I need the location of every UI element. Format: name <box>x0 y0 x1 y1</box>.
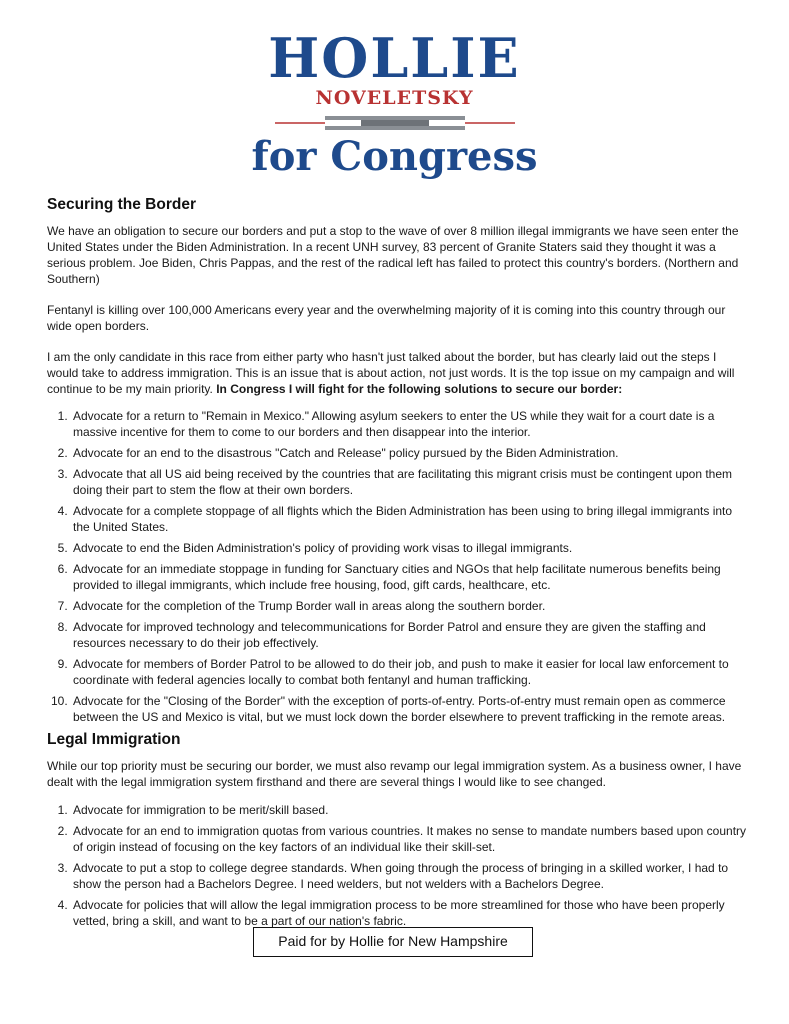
border-section <box>47 196 747 725</box>
list-item: 5. Advocate to end the Biden Administration's policy of providing work visas to illegal immigrants. <box>71 540 747 556</box>
list-item: 10. Advocate for the "Closing of the Border" with the exception of ports-of-entry. Ports-of-entry must remain open as commerce between the US and Mexico is vital, but we must lock down the border elsewhere to prevent trafficking in the remote areas. <box>71 693 747 725</box>
list-item: 8. Advocate for improved technology and telecommunications for Border Patrol and ensure they are given the staffing and resources necessary to do their job effectively. <box>71 619 747 651</box>
intro-text: I am the only candidate in this race from either party who hasn't just talked about the border, but has clearly laid out the steps I would take to address immigration. This is an issue that is about action, not just words. It is the top issue on my campaign and will continue to be my main priority. <box>47 350 735 396</box>
intro-bold-text: In Congress I will fight for the following solutions to secure our border: <box>216 382 623 396</box>
legal-solutions-list <box>47 802 747 929</box>
list-item: 6. Advocate for an immediate stoppage in funding for Sanctuary cities and NGOs that help facilitate numerous benefits being provided to illegal immigrants, which include free housing, food, gift cards, healthcare, etc. <box>71 561 747 593</box>
logo-surname: NOVELETSKY <box>315 87 474 109</box>
list-item: 9. Advocate for members of Border Patrol to be allowed to do their job, and push to make it easier for local law enforcement to coordinate with federal agencies locally to combat both fentanyl and human trafficking. <box>71 656 747 688</box>
list-item: 1. Advocate for immigration to be merit/skill based. <box>71 802 747 818</box>
paragraph: While our top priority must be securing our border, we must also revamp our legal immigration system. As a business owner, I have dealt with the legal immigration system firsthand and there are several things I would like to see changed. <box>47 759 742 789</box>
list-item: 1. Advocate for a return to "Remain in Mexico." Allowing asylum seekers to enter the US while they wait for a court date is a massive incentive for them to come to our borders and then disappear into the interior. <box>71 408 747 440</box>
border-solutions-list <box>47 408 747 725</box>
list-item: 3. Advocate that all US aid being received by the countries that are facilitating this migrant crisis must be contingent upon them doing their part to stem the flow at their own borders. <box>71 466 747 498</box>
list-item: 3. Advocate to put a stop to college degree standards. When going through the process of bringing in a skilled worker, I had to show the person had a Bachelors Degree. I need welders, but not welders with a Bachelors Degree. <box>71 860 747 892</box>
paragraph: We have an obligation to secure our borders and put a stop to the wave of over 8 million illegal immigrants we have seen enter the United States under the Biden Administration. In a recent UNH survey, 83 percent of Granite Staters said they thought it was a serious problem. Joe Biden, Chris Pappas, and the rest of the radical left has failed to protect this country's borders. (Northern and Southern) <box>47 224 739 286</box>
list-item: 4. Advocate for a complete stoppage of all flights which the Biden Administration has been using to bring illegal immigrants into the United States. <box>71 503 747 535</box>
border-section-title: Securing the Border <box>47 196 196 213</box>
campaign-logo <box>0 26 789 180</box>
list-item: 2. Advocate for an end to immigration quotas from various countries. It makes no sense to mandate numbers based upon country of origin instead of focusing on the key factors of an individual like their skill-set. <box>71 823 747 855</box>
paid-for-disclaimer: Paid for by Hollie for New Hampshire <box>253 927 533 957</box>
intro-paragraph <box>47 349 747 397</box>
paragraph: Fentanyl is killing over 100,000 Americans every year and the overwhelming majority of it is coming into this country through our wide open borders. <box>47 303 726 333</box>
steel-beam-icon <box>275 115 515 131</box>
legal-section <box>47 731 747 929</box>
logo-tagline: for Congress <box>251 133 538 180</box>
main-content <box>47 196 747 934</box>
list-item: 4. Advocate for policies that will allow the legal immigration process to be more streamlined for those who have been properly vetted, bring a skill, and want to be a part of our nation's fabric. <box>71 897 747 929</box>
list-item: 2. Advocate for an end to the disastrous "Catch and Release" policy pursued by the Biden Administration. <box>71 445 747 461</box>
legal-section-title: Legal Immigration <box>47 731 181 748</box>
logo-name: HOLLIE <box>268 26 521 90</box>
list-item: 7. Advocate for the completion of the Trump Border wall in areas along the southern border. <box>71 598 747 614</box>
